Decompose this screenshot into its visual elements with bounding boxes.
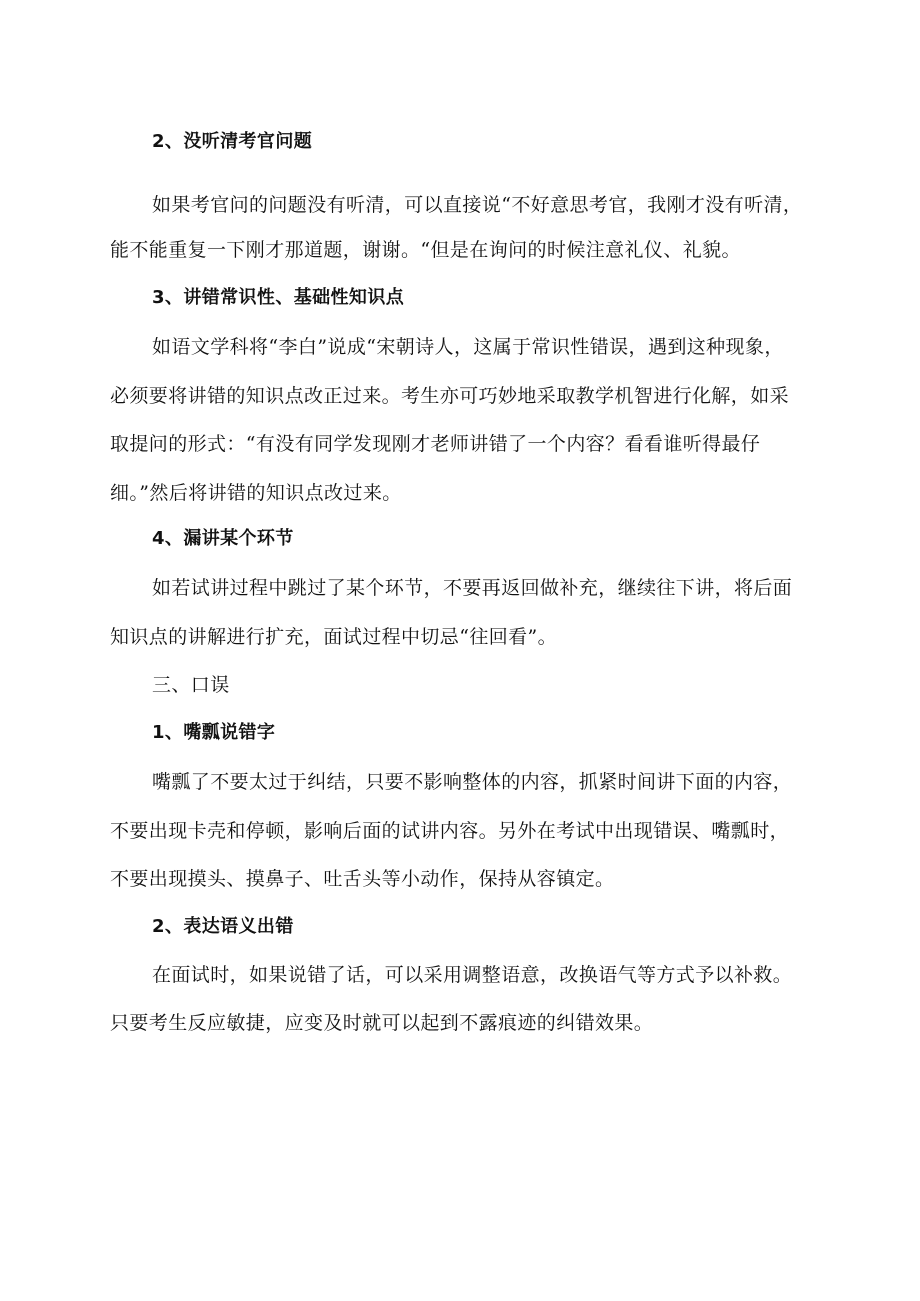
paragraph-line: 如语文学科将“李白”说成“宋朝诗人，这属于常识性错误，遇到这种现象，: [152, 336, 784, 358]
paragraph-line: 嘴瓢了不要太过于纠结，只要不影响整体的内容，抓紧时间讲下面的内容，: [152, 771, 793, 793]
paragraph-line: 不要出现摸头、摸鼻子、吐舌头等小动作，保持从容镇定。: [110, 868, 615, 890]
paragraph-line: 如若试讲过程中跳过了某个环节，不要再返回做补充，继续往下讲，将后面: [152, 577, 793, 599]
paragraph-line: 知识点的讲解进行扩充，面试过程中切忌“往回看”。: [110, 626, 558, 648]
paragraph-line: 只要考生反应敏捷，应变及时就可以起到不露痕迹的纠错效果。: [110, 1012, 654, 1034]
paragraph-line: 取提问的形式：“有没有同学发现刚才老师讲错了一个内容？看看谁听得最仔: [110, 433, 761, 455]
heading-common-knowledge-error: 3、讲错常识性、基础性知识点: [152, 287, 405, 308]
paragraph-line: 必须要将讲错的知识点改正过来。考生亦可巧妙地采取教学机智进行化解，如采: [110, 385, 790, 407]
heading-semantic-error: 2、表达语义出错: [152, 916, 294, 937]
heading-slip-of-tongue: 1、嘴瓢说错字: [152, 722, 276, 743]
paragraph-line: 能不能重复一下刚才那道题，谢谢。“但是在询问的时候注意礼仪、礼貌。: [110, 239, 741, 261]
heading-missed-step: 4、漏讲某个环节: [152, 528, 294, 549]
section-title: 三、口误: [152, 674, 230, 696]
heading-no-hear-question: 2、没听清考官问题: [152, 131, 313, 152]
paragraph-line: 在面试时，如果说错了话，可以采用调整语意，改换语气等方式予以补救。: [152, 964, 793, 986]
paragraph-line: 细。”然后将讲错的知识点改过来。: [110, 482, 402, 504]
paragraph-line: 如果考官问的问题没有听清，可以直接说“不好意思考官，我刚才没有听清，: [152, 194, 803, 216]
paragraph-line: 不要出现卡壳和停顿，影响后面的试讲内容。另外在考试中出现错误、嘴瓢时，: [110, 820, 790, 842]
